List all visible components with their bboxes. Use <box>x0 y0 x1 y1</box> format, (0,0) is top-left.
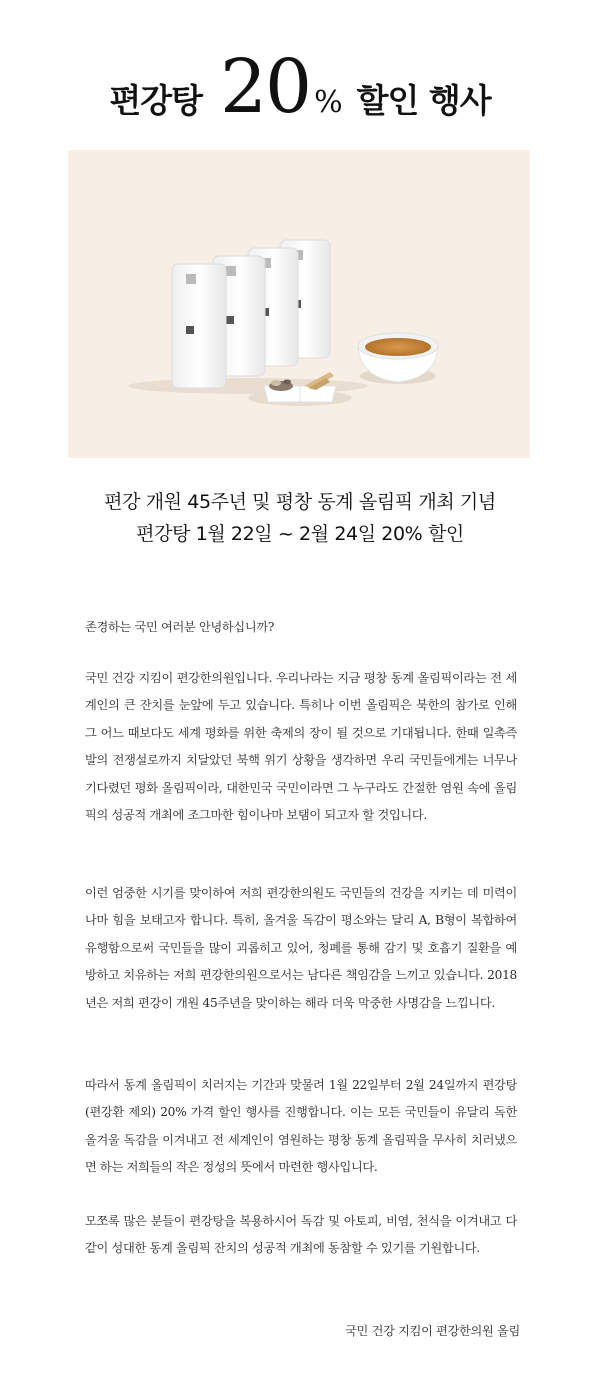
tea-bowl-icon <box>358 333 438 384</box>
page-title <box>0 44 600 130</box>
title-percent-sign: % <box>314 85 343 120</box>
pouch-icon <box>172 264 226 388</box>
subtitle-line-1: 편강 개원 45주년 및 평창 동계 올림픽 개최 기념 <box>104 491 496 513</box>
title-right: 할인 행사 <box>356 81 491 120</box>
body-paragraph-2: 이런 엄중한 시기를 맞이하여 저희 편강한의원도 국민들의 건강을 지키는 데 미력이나마 힘을 보태고자 합니다. 특히, 올겨울 독감이 평소와는 달리 A, B형이 복합하여 유행함으로써 국민들을 많이 괴롭히고 있어, 청폐를 통해 감기 및 호흡기 질환을 예방하고 치유하는 저희 편강한의원으로서는 남다른 책임감을 느끼고 있습니다. 2018년은 저희 편강이 개원 45주년을 맞이하는 해라 더욱 막중한 사명감을 느낍니다. <box>85 886 517 1010</box>
body-paragraph-1: 국민 건강 지킴이 편강한의원입니다. 우리나라는 지금 평창 동계 올림픽이라는 전 세계인의 큰 잔치를 눈앞에 두고 있습니다. 특히나 이번 올림픽은 북한의 참가로 인해 그 어느 때보다도 세계 평화를 위한 축제의 장이 될 것으로 기대됩니다. 한때 일촉즉발의 전쟁설로까지 치달았던 북핵 위기 상황을 생각하면 우리 국민들에게는 너무나 기다렸던 평화 올림픽이라, 대한민국 국민이라면 그 누구라도 간절한 염원 속에 올림픽의 성공적 개최에 조그마한 힘이나마 보탬이 되고자 할 것입니다. <box>85 671 517 823</box>
body-paragraph-3: 따라서 동계 올림픽이 치러지는 기간과 맞물려 1월 22일부터 2월 24일까지 편강탕(편강환 제외) 20% 가격 할인 행사를 진행합니다. 이는 모든 국민들이 유달리 독한 올겨울 독감을 이겨내고 전 세계인이 염원하는 평창 동계 올림픽을 무사히 치러냈으면 하는 저희들의 작은 정성의 뜻에서 마련한 행사입니다. <box>85 1078 517 1175</box>
subtitle-line-2: 편강탕 1월 22일 ~ 2월 24일 20% 할인 <box>136 523 464 545</box>
product-photo <box>68 150 530 458</box>
product-illustration <box>68 150 530 458</box>
title-left: 편강탕 <box>109 81 202 120</box>
body-paragraph-4: 모쪼록 많은 분들이 편강탕을 복용하시어 독감 및 아토피, 비염, 천식을 이겨내고 다 같이 성대한 동계 올림픽 잔치의 성공적 개최에 동참할 수 있기를 기원합니다. <box>85 1214 517 1256</box>
title-discount-number: 20 <box>219 44 311 130</box>
event-subtitle <box>0 486 600 550</box>
greeting-text: 존경하는 국민 여러분 안녕하십니까? <box>85 620 275 634</box>
signature: 국민 건강 지킴이 편강한의원 올림 <box>345 1324 520 1338</box>
